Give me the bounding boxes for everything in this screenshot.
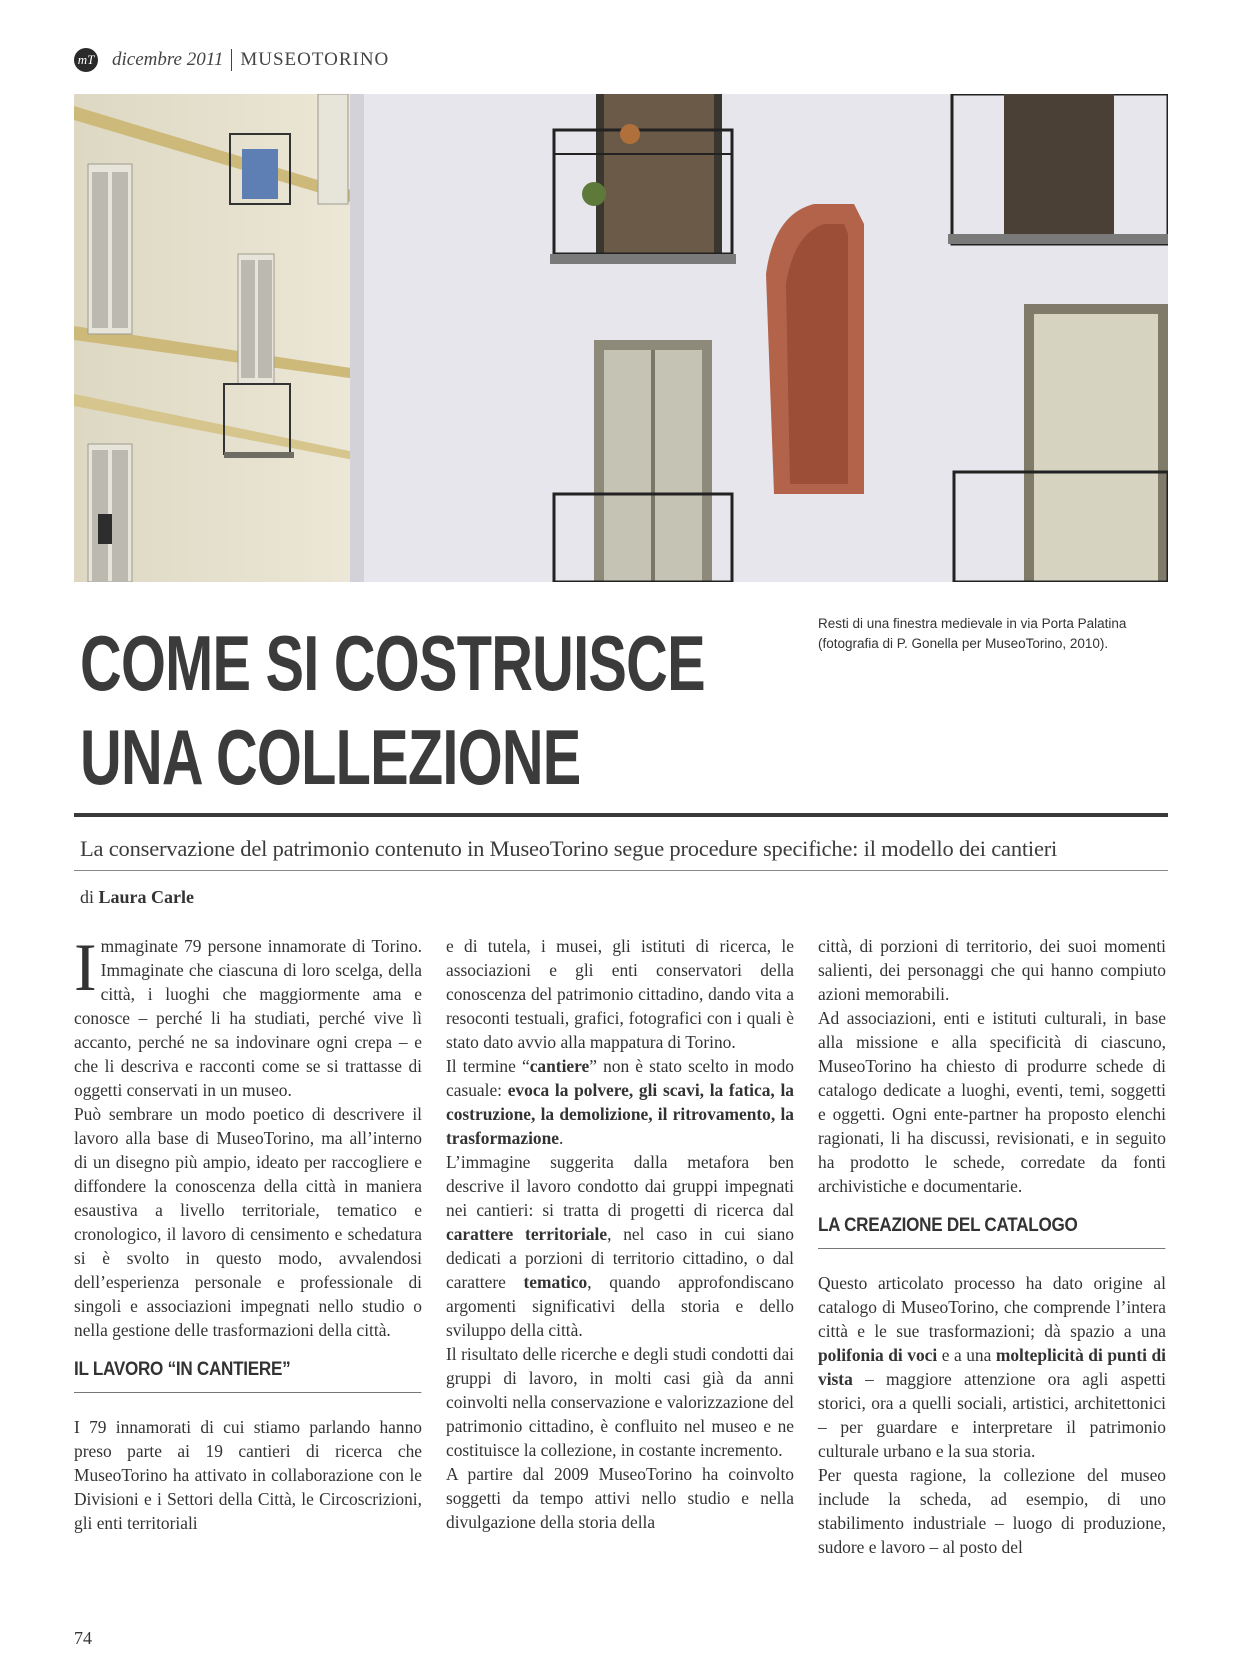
page-number: 74	[74, 1628, 92, 1648]
article-subtitle: La conservazione del patrimonio contenuto in MuseoTorino segue procedure specifiche: il modello dei cantieri	[80, 836, 1058, 861]
bold-run: tematico	[523, 1272, 588, 1292]
text-column-2	[446, 934, 794, 1534]
bold-run: molteplicità di punti di vista	[818, 1345, 1166, 1389]
bold-run: evoca la polvere, gli scavi, la fatica, la costruzione, la demolizione, il ritrovamento, la trasformazione	[446, 1080, 794, 1148]
subtitle-rule	[74, 870, 1168, 871]
page-header	[74, 46, 389, 74]
paragraph: A partire dal 2009 MuseoTorino ha coinvolto soggetti da tempo attivi nello studio e nella divulgazione della storia della	[446, 1464, 794, 1532]
building-photo	[74, 94, 1168, 582]
caption-line: (fotografia di P. Gonella per MuseoTorino, 2010).	[818, 636, 1109, 651]
drop-cap: I	[74, 929, 97, 1005]
section-heading: LA CREAZIONE DEL CATALOGO	[818, 1214, 1166, 1249]
text-run: L’immagine suggerita dalla metafora ben descrive il lavoro condotto dai gruppi impegnati nei cantieri: si tratta di progetti di ricerca dal	[446, 1152, 794, 1220]
author-name: Laura Carle	[98, 887, 194, 907]
bold-run: carattere territoriale	[446, 1224, 608, 1244]
paragraph-text: mmaginate 79 persone innamorate di Torino. Immaginate che ciascuna di loro scelga, della città, i luoghi che maggiormente ama e conosce – perché li ha studiati, perché vive lì accanto, perché ne sa indovinare ogni crepa – e che li descriva e racconti come se si trattasse di oggetti conservati in un museo.	[74, 936, 422, 1100]
text-column-3	[818, 934, 1166, 1559]
text-run: .	[559, 1128, 564, 1148]
text-run: ” non è stato scelto in modo casuale:	[446, 1056, 794, 1100]
text-run: Il termine “	[446, 1056, 530, 1076]
article-title	[80, 616, 705, 804]
paragraph: Il risultato delle ricerche e degli studi condotti dai gruppi di lavoro, in molti casi già da anni coinvolti nella conservazione e valorizzazione del patrimonio cittadino, è confluito nel museo e ne costituisce la collezione, in costante incremento.	[446, 1344, 794, 1460]
byline	[80, 887, 194, 908]
title-rule	[74, 813, 1168, 817]
section-heading: IL LAVORO “IN CANTIERE”	[74, 1358, 422, 1393]
text-run: , quando approfondiscano argomenti significativi della storia e dello sviluppo della città.	[446, 1272, 794, 1340]
paragraph	[446, 1054, 794, 1150]
paragraph	[818, 1271, 1166, 1463]
header-divider	[231, 49, 232, 71]
byline-prefix: di	[80, 887, 95, 907]
caption-line: Resti di una finestra medievale in via Porta Palatina	[818, 616, 1127, 631]
magazine-name: MUSEOTORINO	[240, 49, 390, 70]
text-run: , nel caso in cui siano dedicati a porzioni di territorio cittadino, o dal carattere	[446, 1224, 794, 1292]
paragraph: città, di porzioni di territorio, dei suoi momenti salienti, dei personaggi che qui hanno compiuto azioni memorabili.	[818, 936, 1166, 1004]
paragraph	[446, 1150, 794, 1342]
magazine-logo: mT	[74, 48, 98, 72]
bold-run: polifonia di voci	[818, 1345, 938, 1365]
text-run: Questo articolato processo ha dato origine al catalogo di MuseoTorino, che comprende l’intera città e le sue trasformazioni; dà spazio a una	[818, 1273, 1166, 1341]
paragraph: Può sembrare un modo poetico di descrivere il lavoro alla base di MuseoTorino, ma all’interno di un disegno più ampio, ideato per raccogliere e diffondere la conoscenza della città in maniera esaustiva a livello territoriale, tematico e cronologico, il lavoro di censimento e schedatura si è svolto in questo modo, avvalendosi dell’esperienza personale e professionale di singoli e associazioni impegnati nello studio o nella gestione delle trasformazioni della città.	[74, 1104, 422, 1340]
paragraph	[74, 929, 422, 1102]
photo-caption	[818, 614, 1168, 654]
issue-date: dicembre 2011	[112, 49, 224, 70]
text-run: e a una	[937, 1345, 996, 1365]
paragraph: I 79 innamorati di cui stiamo parlando hanno preso parte ai 19 cantieri di ricerca che MuseoTorino ha attivato in collaborazione con le Divisioni e i Settori della Città, le Circoscrizioni, gli enti territoriali	[74, 1417, 422, 1533]
bold-run: cantiere	[529, 1056, 590, 1076]
title-line: COME SI COSTRUISCE	[80, 619, 705, 707]
title-line: UNA COLLEZIONE	[80, 713, 581, 801]
paragraph: Ad associazioni, enti e istituti culturali, in base alla missione e alla specificità di ciascuno, MuseoTorino ha chiesto di produrre schede di catalogo dedicate a luoghi, eventi, temi, soggetti e oggetti. Ogni ente-partner ha proposto elenchi ragionati, li ha discussi, revisionati, e in seguito ha prodotto le schede, corredate da fonti archivistiche e documentarie.	[818, 1008, 1166, 1196]
text-column-1	[74, 929, 422, 1535]
text-run: – maggiore attenzione ora agli aspetti storici, ora a quelli sociali, artistici, architettonici – per guardare e interpretare il patrimonio culturale urbano e la sua storia.	[818, 1369, 1166, 1461]
paragraph: e di tutela, i musei, gli istituti di ricerca, le associazioni e gli enti conservatori della conoscenza del patrimonio cittadino, dando vita a resoconti testuali, grafici, fotografici con i quali è stato dato avvio alla mappatura di Torino.	[446, 936, 794, 1052]
paragraph: Per questa ragione, la collezione del museo include la scheda, ad esempio, di uno stabilimento industriale – luogo di produzione, sudore e lavoro – al posto del	[818, 1465, 1166, 1557]
